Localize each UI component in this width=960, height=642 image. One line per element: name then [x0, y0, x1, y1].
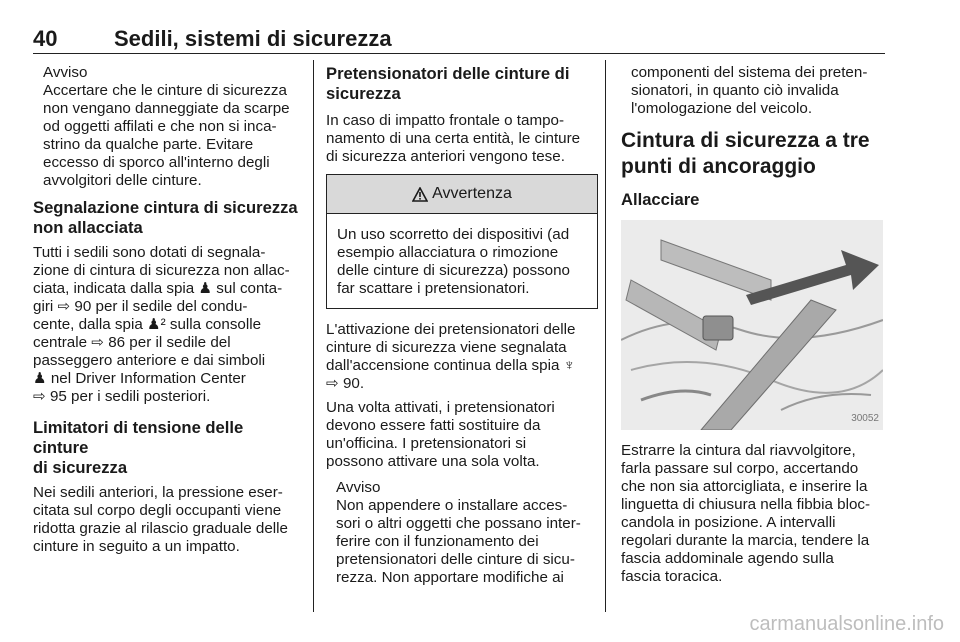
- note-line: eccesso di sporco all'interno degli: [43, 154, 270, 171]
- page-header: [33, 26, 885, 52]
- body-line: ciata, indicata dalla spia ♟ sul conta-: [33, 280, 283, 297]
- body-line: citata sul corpo degli occupanti viene: [33, 502, 282, 519]
- body-line: passeggero anteriore e dai simboli: [33, 352, 266, 369]
- note-line: Non appendere o installare acces-: [336, 497, 568, 514]
- note-line: l'omologazione del veicolo.: [631, 100, 813, 117]
- page-number: 40: [33, 26, 58, 51]
- section-heading: non allacciata: [33, 218, 143, 237]
- note-line: rezza. Non apportare modifiche ai: [336, 569, 564, 586]
- section-heading: Limitatori di tensione delle cinture: [33, 418, 244, 457]
- header-divider: [33, 53, 885, 54]
- note-title: Avviso: [43, 64, 88, 81]
- body-line: candola in posizione. A intervalli: [621, 514, 836, 531]
- body-line: devono essere fatti sostituire da: [326, 417, 541, 434]
- body-line: L'attivazione dei pretensionatori delle: [326, 321, 576, 338]
- body-line: cinture in seguito a un impatto.: [33, 538, 240, 555]
- body-line: ⇨ 90.: [326, 375, 365, 392]
- body-line: Nei sedili anteriori, la pressione eser-: [33, 484, 283, 501]
- note-line: non vengano danneggiate da scarpe: [43, 100, 290, 117]
- section-heading: sicurezza: [326, 84, 401, 103]
- warning-line: delle cinture di sicurezza) possono: [337, 262, 570, 279]
- note-line: avvolgitori delle cinture.: [43, 172, 202, 189]
- seatbelt-drawing: [621, 220, 883, 430]
- body-line: regolari durante la marcia, tendere la: [621, 532, 870, 549]
- body-line: giri ⇨ 90 per il sedile del condu-: [33, 298, 248, 315]
- body-line: In caso di impatto frontale o tampo-: [326, 112, 565, 129]
- section-heading: Pretensionatori delle cinture di: [326, 64, 570, 83]
- note-block: [326, 479, 598, 587]
- section-heading-large: punti di ancoraggio: [621, 155, 816, 178]
- subsection-heading: Allacciare: [621, 190, 700, 209]
- warning-header: [327, 175, 597, 214]
- body-line: cente, dalla spia ♟² sulla consolle: [33, 316, 262, 333]
- column-3: [621, 64, 889, 586]
- section-heading: Segnalazione cintura di sicurezza: [33, 198, 298, 217]
- body-line: linguetta di chiusura nella fibbia bloc-: [621, 496, 871, 513]
- body-line: ♟ nel Driver Information Center: [33, 370, 246, 387]
- note-line: ferire con il funzionamento dei: [336, 533, 539, 550]
- figure-number: 30052: [851, 413, 879, 424]
- column-divider-2: [605, 60, 606, 612]
- warning-line: esempio allacciatura o rimozione: [337, 244, 559, 261]
- body-line: Una volta attivati, i pretensionatori: [326, 399, 555, 416]
- body-line: farla passare sul corpo, accertando: [621, 460, 859, 477]
- note-continuation: [621, 64, 889, 118]
- warning-line: far scattare i pretensionatori.: [337, 280, 530, 297]
- warning-box: [326, 174, 598, 309]
- note-block: [33, 64, 303, 190]
- note-line: strino da qualche parte. Evitare: [43, 136, 254, 153]
- note-title: Avviso: [336, 479, 381, 496]
- warning-body: [327, 214, 597, 308]
- column-1: [33, 64, 303, 556]
- body-line: fascia toracica.: [621, 568, 723, 585]
- note-line: componenti del sistema dei preten-: [631, 64, 868, 81]
- watermark: carmanualsonline.info: [749, 613, 944, 635]
- section-heading: di sicurezza: [33, 458, 128, 477]
- body-line: Estrarre la cintura dal riavvolgitore,: [621, 442, 856, 459]
- column-divider-1: [313, 60, 314, 612]
- note-line: sionatori, in quanto ciò invalida: [631, 82, 839, 99]
- body-line: di sicurezza anteriori vengono tese.: [326, 148, 565, 165]
- note-line: sori o altri oggetti che possano inter-: [336, 515, 581, 532]
- body-line: possono attivare una sola volta.: [326, 453, 540, 470]
- body-line: cinture di sicurezza viene segnalata: [326, 339, 567, 356]
- body-line: dall'accensione continua della spia ♆: [326, 357, 576, 374]
- note-line: od oggetti affilati e che non si inca-: [43, 118, 277, 135]
- body-line: centrale ⇨ 86 per il sedile del: [33, 334, 231, 351]
- warning-line: Un uso scorretto dei dispositivi (ad: [337, 226, 570, 243]
- note-line: Accertare che le cinture di sicurezza: [43, 82, 287, 99]
- body-line: che non sia attorcigliata, e inserire la: [621, 478, 868, 495]
- warning-title: Avvertenza: [432, 185, 512, 202]
- body-line: zione di cintura di sicurezza non allac-: [33, 262, 290, 279]
- section-heading-large: Cintura di sicurezza a tre: [621, 129, 870, 152]
- note-line: pretensionatori delle cinture di sicu-: [336, 551, 575, 568]
- body-line: ridotta grazie al rilascio graduale delle: [33, 520, 288, 537]
- column-2: [326, 64, 598, 587]
- warning-triangle-icon: [412, 187, 428, 202]
- page-title: Sedili, sistemi di sicurezza: [114, 26, 392, 51]
- body-line: un'officina. I pretensionatori si: [326, 435, 527, 452]
- body-line: Tutti i sedili sono dotati di segnala-: [33, 244, 266, 261]
- seatbelt-illustration: [621, 220, 883, 430]
- body-line: fascia addominale agendo sulla: [621, 550, 834, 567]
- body-line: namento di una certa entità, le cinture: [326, 130, 581, 147]
- body-line: ⇨ 95 per i sedili posteriori.: [33, 388, 211, 405]
